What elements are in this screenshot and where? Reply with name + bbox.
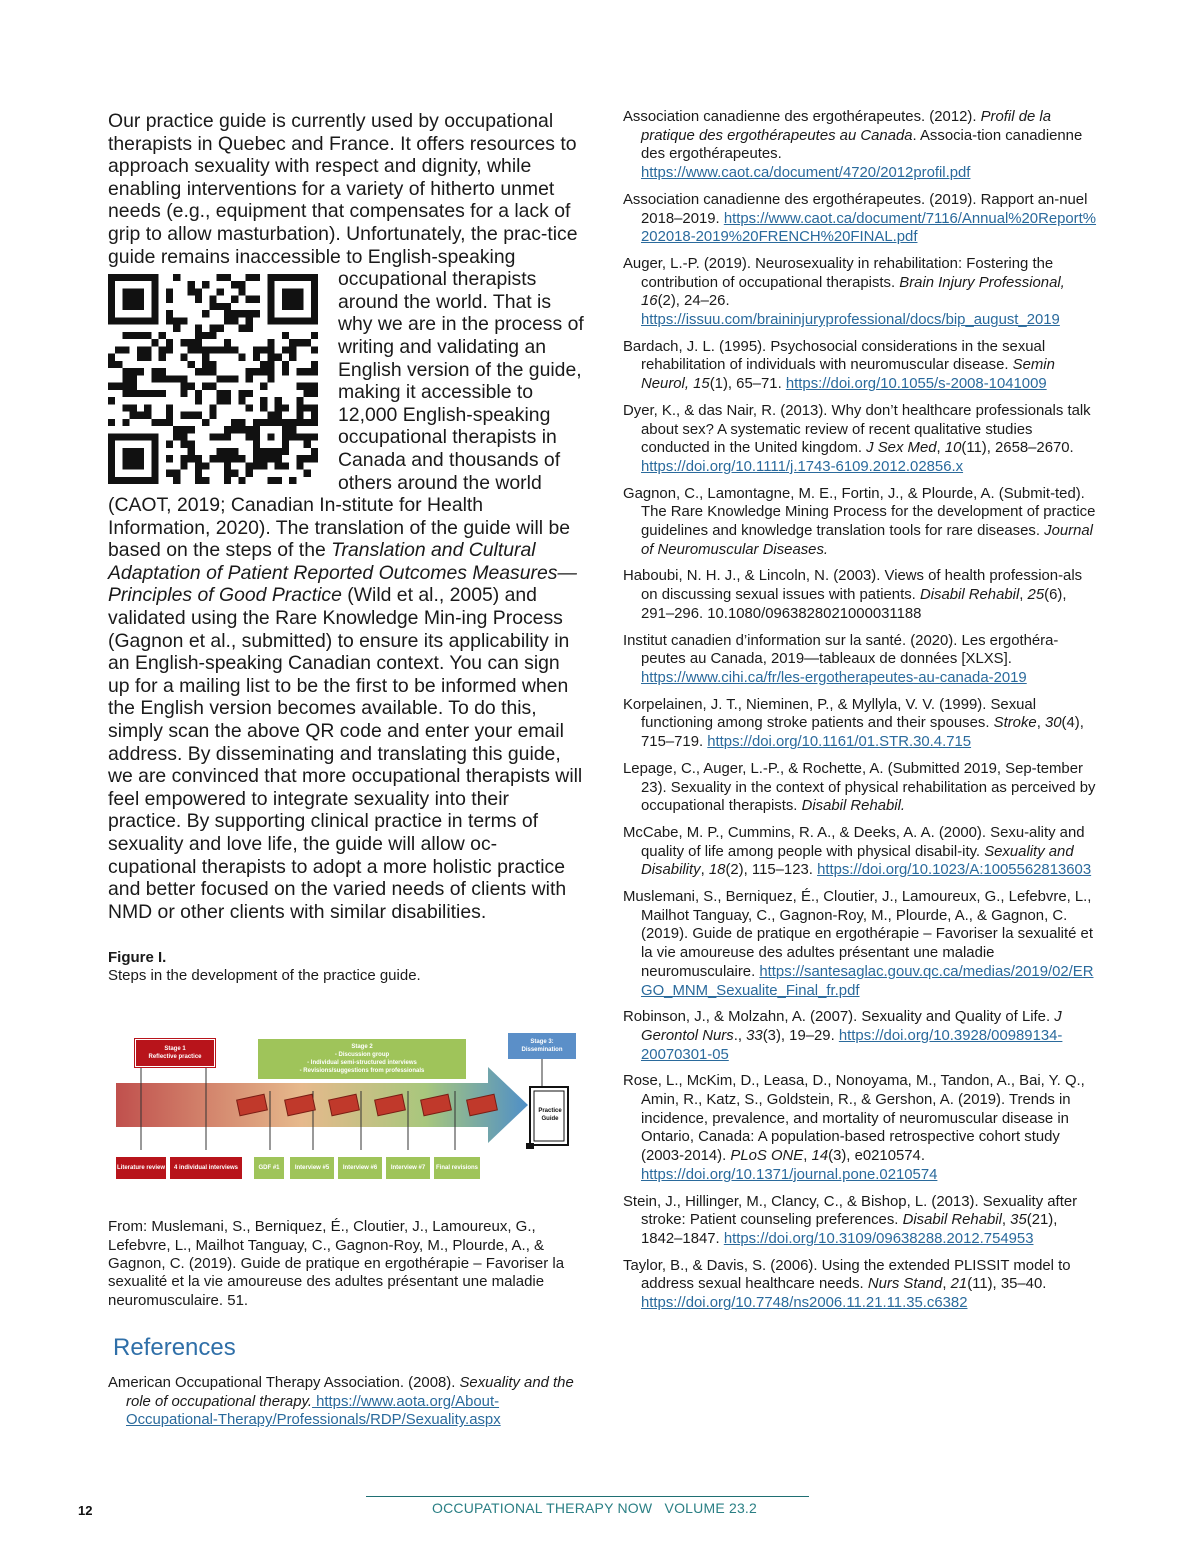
stage3-box: Stage 3: Dissemination [508, 1033, 576, 1059]
bottom-box-interview7: Interview #7 [386, 1157, 430, 1179]
ref-title: Disabil Rehabil [919, 587, 1020, 604]
page-number: 12 [78, 1503, 93, 1518]
ref-volume: 25 [1027, 587, 1045, 604]
ref-text: American Occupational Therapy Association. (2008). [108, 1374, 460, 1391]
reference-item [108, 1374, 584, 1430]
ref-link[interactable]: https://www.caot.ca/document/7116/Annual%20Report%202018-2019%20FRENCH%20FINAL.pdf [641, 210, 1097, 246]
ref-text: Stein, J., Hillinger, M., Clancy, C., & Bishop, L. (2013). Sexuality after stroke: Patient counseling preferences. [623, 1193, 1078, 1229]
process-diagram [108, 1025, 584, 1200]
ref-link[interactable]: https://doi.org/10.1111/j.1743-6109.2012.02856.x [641, 458, 964, 475]
ref-text: (2), 115–123. [725, 862, 818, 879]
journal-footer: OCCUPATIONAL THERAPY NOW VOLUME 23.2 [432, 1500, 758, 1516]
ref-title: Disabil Rehabil [902, 1212, 1002, 1229]
reference-item [623, 824, 1098, 880]
ref-text: ., [733, 1027, 747, 1044]
reference-item [623, 1257, 1098, 1313]
ref-text: Robinson, J., & Molzahn, A. (2007). Sexuality and Quality of Life. [623, 1009, 1055, 1026]
paragraph-wrap: occupational therapists around the world. That is why we are in the process of writing and validating an English version of the guide, making it accessible to 12,000 English-speaking occupational therapists in Canada and thousands of others around the world (CAOT, 2019; Canadian In-stitute for Health Information, 2020). The translation of the guide will be based on the steps of the [108, 268, 584, 562]
ref-text: Dyer, K., & das Nair, R. (2013). Why don’t healthcare professionals talk about sex? A systematic review of recent qualitative studies conducted in the United kingdom. [623, 402, 1091, 457]
ref-link[interactable]: https://www.aota.org/About-Occupational-Therapy/Professionals/RDP/Sexuality.aspx [126, 1393, 501, 1429]
ref-title: Nurs Stand [867, 1276, 943, 1293]
ref-link[interactable]: https://doi.org/10.1161/01.STR.30.4.715 [707, 734, 972, 751]
ref-volume: 35 [1010, 1212, 1027, 1229]
stage2-line1: - Discussion group [334, 1052, 390, 1059]
bottom-box-interview6: Interview #6 [338, 1157, 382, 1179]
references-heading: References [113, 1333, 236, 1361]
footer-rule [366, 1496, 809, 1497]
ref-title: J Sex Med [866, 440, 937, 457]
ref-link[interactable]: https://doi.org/10.3109/09638288.2012.754953 [723, 1230, 1034, 1247]
guideline-title: Translation and Cultural Adaptation of Patient Reported Outcomes Measures—Principles of Good Practice [108, 539, 577, 607]
ref-text: (4), 715–719. [641, 715, 1084, 751]
ref-title: Disabil Rehabil. [801, 798, 906, 815]
book-label [532, 1105, 568, 1125]
figure-title: Figure I. [108, 949, 167, 967]
ref-volume: 33 [746, 1027, 763, 1044]
reference-item [623, 108, 1098, 183]
ref-volume: 30 [1044, 715, 1062, 732]
ref-text: Lepage, C., Auger, L.-P., & Rochette, A. (Submitted 2019, Sep-tember 23). Sexuality in the context of physical rehabilitation as perceived by occupational therapists. [623, 760, 1096, 815]
reference-item [623, 1008, 1098, 1064]
ref-title: Journal of Neuromuscular Diseases. [641, 523, 1093, 558]
ref-title: Stroke [993, 715, 1037, 732]
bottom-box-literature: Literature review [116, 1157, 166, 1179]
ref-volume: 21 [950, 1276, 968, 1293]
figure-source: From: Muslemani, S., Berniquez, É., Cloutier, J., Lamoureux, G., Lefebvre, L., Mailhot Tanguay, C., Gagnon-Roy, M., Plourde, A., & Gagnon, C. (2019). Guide de pratique en ergothérapie – Favoriser la sexualité et la vie amoureuse des adultes présentant une maladie neuromusculaire. 51. [108, 1218, 565, 1309]
figure-caption: Steps in the development of the practice guide. [108, 967, 421, 985]
ref-volume: 18 [708, 862, 726, 879]
ref-title: Profil de la pratique des ergothérapeutes au Canada [641, 109, 1051, 144]
reference-item [623, 1193, 1098, 1249]
ref-text: . Associa-tion canadienne des ergothérapeutes. [641, 127, 1083, 163]
ref-text: , [1019, 587, 1028, 604]
reference-item [623, 402, 1098, 477]
right-column [623, 108, 1098, 1321]
ref-text: , [1036, 715, 1045, 732]
ref-link[interactable]: https://doi.org/10.7748/ns2006.11.21.11.35.c6382 [641, 1295, 968, 1312]
left-column [108, 110, 584, 1438]
ref-title: J Gerontol Nurs [641, 1009, 1062, 1044]
ref-text: (6), 291–296. 10.1080/0963828021000031188 [641, 587, 1067, 622]
ref-text: , [803, 1148, 812, 1165]
reference-item [623, 338, 1098, 394]
book-label-line2: Guide [541, 1116, 559, 1123]
ref-link[interactable]: https://doi.org/10.1055/s-2008-1041009 [785, 376, 1047, 393]
stage2-line2: - Individual semi-structured interviews [307, 1060, 417, 1067]
ref-title: Semin Neurol, 15 [641, 357, 1055, 393]
paragraph-rest: (Wild et al., 2005) and validated using the Rare Knowledge Min-ing Process (Gagnon et al., submitted) to ensure its applicability in an English-speaking Canadian context. You can sign up for a mailing list to be the first to be informed when the English version becomes available. To do this, simply scan the above QR code and enter your email address. By disseminating and translating this guide, we are convinced that more occupational therapists will feel empowered to integrate sexuality into their practice. By supporting clinical practice in terms of sexuality and love life, the guide will allow oc-cupational therapists to adopt a more holistic practice and better focused on the varied needs of clients with NMD or other clients with similar disabilities. [108, 584, 583, 923]
bottom-box-final: Final revisions [434, 1157, 480, 1179]
stage1-box: Stage 1 Reflective practice [135, 1039, 215, 1067]
ref-text: (11), 2658–2670. [961, 440, 1074, 457]
bottom-box-gdf: GDF #1 [254, 1157, 284, 1179]
ref-text: (3), 19–29. [762, 1027, 839, 1044]
ref-text: , [1001, 1212, 1011, 1229]
ref-text: Taylor, B., & Davis, S. (2006). Using the extended PLISSIT model to address sexual healthcare needs. [623, 1257, 1071, 1293]
ref-text: Bardach, J. L. (1995). Psychosocial considerations in the sexual rehabilitation of individuals with neuromuscular disease. [623, 338, 1046, 374]
ref-text: Muslemani, S., Berniquez, É., Cloutier, J., Lamoureux, G., Lefebvre, L., Mailhot Tanguay, C., Gagnon-Roy, M., Plourde, A., & Gagnon, C. (2019). Guide de pratique en ergothérapie – Favoriser la sexualité et la vie amoureuse des adultes présentant une maladie neuromusculaire. [623, 889, 1093, 980]
reference-item [623, 760, 1098, 816]
reference-item [623, 632, 1098, 688]
ref-link[interactable]: https://www.cihi.ca/fr/les-ergotherapeutes-au-canada-2019 [641, 669, 1027, 686]
ref-link[interactable]: https://issuu.com/braininjuryprofessional/docs/bip_august_2019 [641, 312, 1060, 329]
ref-title: Sexuality and Disability [641, 843, 1074, 879]
ref-text: Rose, L., McKim, D., Leasa, D., Nonoyama, M., Tandon, A., Bai, Y. Q., Amin, R., Katz, S., Goldstein, R., & Gershon, A. (2019). Trends in incidence, prevalence, and mortality of neuromuscular disease in Ontario, Canada: A population-based retrospective cohort study (2003-2014). [623, 1073, 1085, 1165]
ref-text: (3), e0210574. [828, 1148, 925, 1165]
ref-text: (2), 24–26. [657, 293, 730, 310]
reference-item [623, 1072, 1098, 1184]
qr-code-image[interactable] [108, 274, 318, 484]
book-label-line1: Practice [538, 1108, 562, 1115]
bottom-box-individual: 4 individual interviews [170, 1157, 242, 1179]
ref-link[interactable]: https://doi.org/10.1371/journal.pone.0210574 [641, 1166, 938, 1183]
ref-volume: 10 [944, 440, 962, 457]
ref-text: Association canadienne des ergothérapeutes. (2012). [623, 109, 981, 125]
ref-text: (1), 65–71. [709, 376, 786, 393]
ref-text: (21), 1842–1847. [641, 1212, 1058, 1247]
ref-link[interactable]: https://doi.org/10.1023/A:1005562813603 [817, 862, 1092, 879]
reference-item [623, 696, 1098, 752]
ref-text: , [942, 1276, 951, 1293]
reference-item [623, 191, 1098, 247]
stage2-line3: - Revisions/suggestions from professionals [299, 1068, 425, 1075]
ref-text: Korpelainen, J. T., Nieminen, P., & Myllyla, V. V. (1999). Sexual functioning among stroke patients and their spouses. [623, 696, 1037, 732]
ref-link[interactable]: https://santesaglac.gouv.qc.ca/medias/2019/02/ERGO_MNM_Sexualite_Final_fr.pdf [641, 963, 1094, 999]
reference-item [623, 888, 1098, 1000]
ref-text: Haboubi, N. H. J., & Lincoln, N. (2003). Views of health profession-als on discussing sexual issues with patients. [623, 568, 1083, 604]
bottom-box-interview5: Interview #5 [290, 1157, 334, 1179]
reference-item [623, 567, 1098, 623]
ref-title: Brain Injury Professional, 16 [641, 274, 1065, 310]
ref-link[interactable]: https://www.caot.ca/document/4720/2012profil.pdf [641, 165, 971, 182]
ref-text: Gagnon, C., Lamontagne, M. E., Fortin, J., & Plourde, A. (Submit-ted). The Rare Knowledge Mining Process for the development of practice guidelines and knowledge translation tools for rare diseases. [623, 485, 1096, 540]
ref-text: , [936, 440, 945, 457]
ref-text: Institut canadien d’information sur la santé. (2020). Les ergothéra-peutes au Canada, 2019—tableaux de données [XLXS]. [623, 632, 1059, 668]
reference-item [623, 485, 1098, 560]
ref-volume: 14 [811, 1148, 829, 1165]
ref-text: Association canadienne des ergothérapeutes. (2019). Rapport an-nuel 2018–2019. [623, 191, 1088, 227]
stage2-box [258, 1039, 466, 1079]
ref-title: Sexuality and the role of occupational therapy. [126, 1374, 574, 1410]
paragraph-intro: Our practice guide is currently used by occupational therapists in Quebec and France. It offers resources to approach sexuality with respect and dignity, while enabling interventions for a variety of hitherto unmet needs (e.g., equipment that compensates for a lack of grip to allow masturbation). Unfortunately, the prac-tice guide remains inaccessible to English-speaking [108, 110, 578, 268]
reference-item [623, 255, 1098, 330]
ref-title: PLoS ONE [730, 1148, 804, 1165]
ref-text: McCabe, M. P., Cummins, R. A., & Deeks, A. A. (2000). Sexu-ality and quality of life among people with physical disabil-ity. [623, 824, 1085, 860]
ref-text: Auger, L.-P. (2019). Neurosexuality in rehabilitation: Fostering the contribution of occupational therapists. [623, 255, 1054, 291]
ref-text: (11), 35–40. [967, 1276, 1047, 1293]
stage2-title: Stage 2 [351, 1044, 373, 1051]
ref-link[interactable]: https://doi.org/10.3928/00989134-20070301-05 [641, 1027, 1063, 1063]
body-text [108, 110, 584, 923]
ref-text: , [700, 862, 709, 879]
